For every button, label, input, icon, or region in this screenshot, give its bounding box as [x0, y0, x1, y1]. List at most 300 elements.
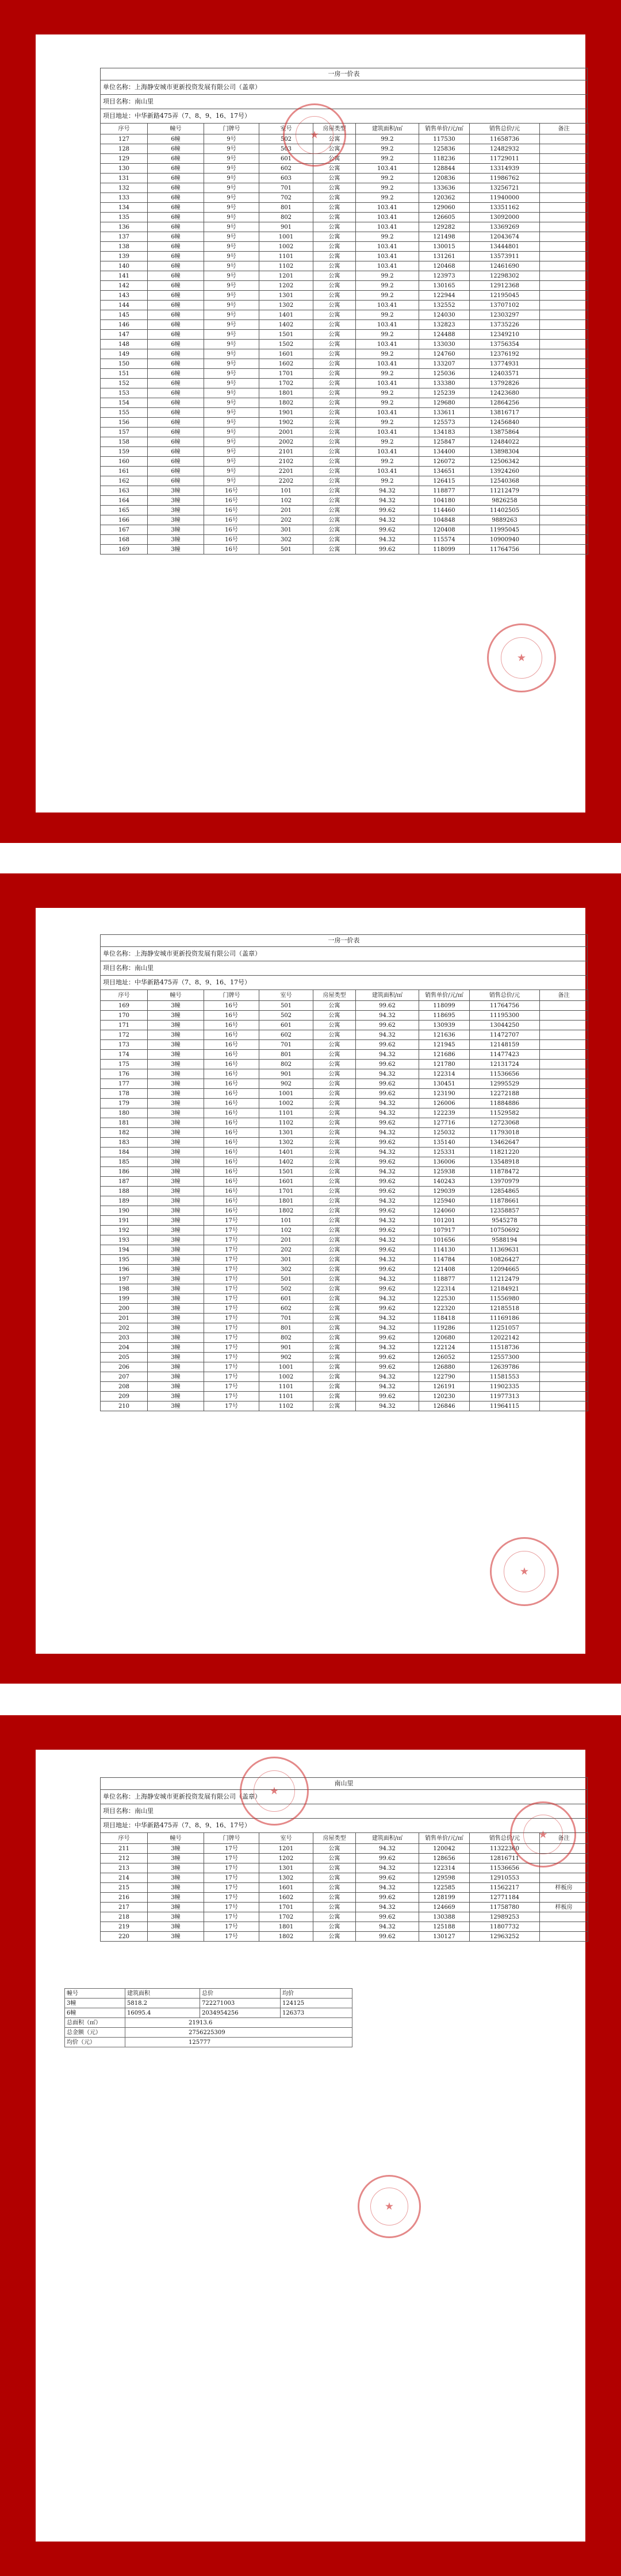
table-cell: 公寓: [313, 1343, 356, 1353]
table-cell: 公寓: [313, 271, 356, 281]
table-cell: 16号: [204, 1138, 259, 1148]
table-cell: 16号: [204, 1030, 259, 1040]
table-cell: 9号: [204, 261, 259, 271]
table-cell: 11402505: [470, 506, 540, 515]
address-line: 项目地址：中华新路475弄（7、8、9、16、17号）: [100, 109, 588, 123]
table-cell: 17号: [204, 1226, 259, 1235]
table-cell: 公寓: [313, 1922, 356, 1932]
table-cell: 17号: [204, 1323, 259, 1333]
table-cell: 1902: [259, 418, 313, 428]
table-cell: 99.2: [356, 291, 419, 301]
table-cell: 99.62: [356, 1932, 419, 1942]
table-cell: 公寓: [313, 1216, 356, 1226]
sheet-title: 一房一价表: [100, 68, 588, 80]
table-cell: 6幢: [148, 428, 204, 437]
summary-header-cell: 建筑面积: [125, 1989, 200, 1999]
table-row: [101, 1245, 588, 1255]
star-icon: ★: [516, 652, 527, 664]
table-cell: [540, 1382, 588, 1392]
table-cell: 公寓: [313, 349, 356, 359]
column-header: 门牌号: [204, 124, 259, 134]
table-cell: 121780: [419, 1060, 470, 1069]
column-header: 室号: [259, 1833, 313, 1844]
table-cell: 9号: [204, 281, 259, 291]
document-page-3: [36, 1750, 585, 2542]
table-cell: 120408: [419, 525, 470, 535]
table-cell: 12723068: [470, 1118, 540, 1128]
table-cell: 94.32: [356, 1216, 419, 1226]
table-row: [101, 232, 588, 242]
table-cell: 129060: [419, 203, 470, 213]
table-cell: 801: [259, 1323, 313, 1333]
company-seal-stamp: [487, 623, 556, 692]
column-header: 备注: [540, 1833, 588, 1844]
table-cell: 99.2: [356, 281, 419, 291]
table-row: [101, 1089, 588, 1099]
table-cell: 196: [101, 1265, 148, 1274]
table-row: [101, 1893, 588, 1903]
table-cell: 公寓: [313, 193, 356, 203]
table-cell: 94.32: [356, 1235, 419, 1245]
table-cell: 6幢: [148, 174, 204, 183]
table-cell: 94.32: [356, 1167, 419, 1177]
table-cell: 216: [101, 1893, 148, 1903]
table-cell: 公寓: [313, 340, 356, 349]
table-cell: [540, 1245, 588, 1255]
table-cell: [540, 418, 588, 428]
table-cell: 17号: [204, 1265, 259, 1274]
table-cell: 11977313: [470, 1392, 540, 1401]
table-cell: [540, 1226, 588, 1235]
table-cell: 13314939: [470, 164, 540, 174]
table-cell: 125940: [419, 1196, 470, 1206]
table-cell: 公寓: [313, 1333, 356, 1343]
summary-header-cell: 总价: [200, 1989, 281, 1999]
table-row: [101, 1265, 588, 1274]
table-row: [101, 1128, 588, 1138]
column-header: 门牌号: [204, 1833, 259, 1844]
table-cell: 16号: [204, 1021, 259, 1030]
table-row: [101, 1148, 588, 1157]
table-cell: 126052: [419, 1353, 470, 1362]
summary-total-label: 均价（元）: [65, 2038, 125, 2047]
table-cell: [540, 1372, 588, 1382]
table-cell: 204: [101, 1343, 148, 1353]
table-cell: 11536656: [470, 1069, 540, 1079]
summary-cell: 722271003: [200, 1999, 281, 2008]
table-cell: 12864256: [470, 398, 540, 408]
table-cell: 公寓: [313, 1148, 356, 1157]
table-cell: 12148159: [470, 1040, 540, 1050]
table-cell: 138: [101, 242, 148, 252]
column-header: 幢号: [148, 990, 204, 1001]
table-cell: 6幢: [148, 252, 204, 261]
table-cell: 132823: [419, 320, 470, 330]
table-cell: 3幢: [148, 515, 204, 525]
table-cell: [540, 193, 588, 203]
summary-total-label: 总面积（㎡）: [65, 2018, 125, 2028]
table-cell: 125239: [419, 388, 470, 398]
table-cell: 9826258: [470, 496, 540, 506]
table-row: [101, 1353, 588, 1362]
table-cell: 12484022: [470, 437, 540, 447]
table-cell: 13351162: [470, 203, 540, 213]
table-cell: 94.32: [356, 1196, 419, 1206]
table-cell: 3幢: [148, 1226, 204, 1235]
table-cell: 11758780: [470, 1903, 540, 1912]
table-row: [101, 1362, 588, 1372]
table-cell: 12995529: [470, 1079, 540, 1089]
table-cell: [540, 1021, 588, 1030]
table-cell: 公寓: [313, 496, 356, 506]
table-cell: 11986762: [470, 174, 540, 183]
table-cell: 99.2: [356, 174, 419, 183]
table-cell: 3幢: [148, 1196, 204, 1206]
table-cell: 176: [101, 1069, 148, 1079]
table-cell: 9号: [204, 398, 259, 408]
table-cell: 103.41: [356, 164, 419, 174]
table-cell: 147: [101, 330, 148, 340]
table-cell: [540, 1314, 588, 1323]
table-cell: 12303297: [470, 310, 540, 320]
table-cell: 209: [101, 1392, 148, 1401]
table-cell: 公寓: [313, 545, 356, 555]
table-cell: [540, 486, 588, 496]
table-cell: 12816711: [470, 1854, 540, 1863]
table-cell: 16号: [204, 1069, 259, 1079]
table-cell: 公寓: [313, 379, 356, 388]
table-cell: 6幢: [148, 134, 204, 144]
table-row: [101, 496, 588, 506]
table-cell: 1701: [259, 1903, 313, 1912]
table-cell: 102: [259, 1226, 313, 1235]
table-cell: [540, 1362, 588, 1372]
table-cell: 2102: [259, 457, 313, 467]
star-icon: ★: [538, 1828, 548, 1840]
table-cell: 公寓: [313, 1401, 356, 1411]
table-cell: 99.62: [356, 1177, 419, 1187]
table-cell: 129680: [419, 398, 470, 408]
table-row: [101, 261, 588, 271]
table-row: [101, 1206, 588, 1216]
table-cell: 103.41: [356, 252, 419, 261]
table-cell: 12195045: [470, 291, 540, 301]
table-cell: 99.62: [356, 1021, 419, 1030]
table-cell: 3幢: [148, 545, 204, 555]
table-cell: [540, 535, 588, 545]
table-cell: 1301: [259, 1863, 313, 1873]
table-cell: 218: [101, 1912, 148, 1922]
table-cell: 94.32: [356, 1382, 419, 1392]
table-cell: 17号: [204, 1362, 259, 1372]
table-row: [101, 1196, 588, 1206]
table-cell: 3幢: [148, 1372, 204, 1382]
table-cell: 9号: [204, 437, 259, 447]
table-cell: 133207: [419, 359, 470, 369]
table-cell: 120836: [419, 174, 470, 183]
table-cell: 公寓: [313, 359, 356, 369]
table-cell: 公寓: [313, 320, 356, 330]
table-cell: [540, 1196, 588, 1206]
table-cell: 101: [259, 1216, 313, 1226]
table-cell: 94.32: [356, 1099, 419, 1108]
table-cell: 103.41: [356, 203, 419, 213]
table-cell: 12272188: [470, 1089, 540, 1099]
table-cell: 155: [101, 408, 148, 418]
table-cell: 公寓: [313, 1314, 356, 1323]
table-cell: [540, 1177, 588, 1187]
table-cell: 135: [101, 213, 148, 222]
table-cell: 16号: [204, 1167, 259, 1177]
table-cell: 99.2: [356, 437, 419, 447]
table-cell: 16号: [204, 545, 259, 555]
table-cell: 99.62: [356, 1001, 419, 1011]
summary-total-row: [65, 2028, 352, 2038]
table-cell: 1601: [259, 1177, 313, 1187]
table-cell: 140: [101, 261, 148, 271]
table-cell: 公寓: [313, 154, 356, 164]
table-cell: 94.32: [356, 515, 419, 525]
table-cell: 9号: [204, 369, 259, 379]
table-cell: 公寓: [313, 428, 356, 437]
table-cell: 202: [259, 515, 313, 525]
table-cell: 94.32: [356, 1903, 419, 1912]
summary-header-cell: 幢号: [65, 1989, 125, 1999]
table-cell: 12557300: [470, 1353, 540, 1362]
table-cell: 126880: [419, 1362, 470, 1372]
table-cell: 212: [101, 1854, 148, 1863]
table-cell: 160: [101, 457, 148, 467]
column-header: 销售总价/元: [470, 990, 540, 1001]
table-cell: [540, 320, 588, 330]
table-cell: 11821220: [470, 1148, 540, 1157]
table-cell: 125036: [419, 369, 470, 379]
table-cell: 129039: [419, 1187, 470, 1196]
table-cell: 公寓: [313, 281, 356, 291]
table-cell: 94.32: [356, 1372, 419, 1382]
table-cell: 12910553: [470, 1873, 540, 1883]
table-cell: 公寓: [313, 1196, 356, 1206]
table-row: [101, 1323, 588, 1333]
table-cell: 128199: [419, 1893, 470, 1903]
table-cell: 9号: [204, 301, 259, 310]
table-cell: 127716: [419, 1118, 470, 1128]
table-cell: 1302: [259, 1873, 313, 1883]
table-cell: 公寓: [313, 1177, 356, 1187]
table-cell: 公寓: [313, 1304, 356, 1314]
table-cell: [540, 388, 588, 398]
table-cell: 9号: [204, 144, 259, 154]
table-cell: 9号: [204, 388, 259, 398]
table-cell: 114784: [419, 1255, 470, 1265]
table-cell: 502: [259, 1011, 313, 1021]
table-cell: 99.62: [356, 1854, 419, 1863]
table-cell: 11251057: [470, 1323, 540, 1333]
table-cell: [540, 1128, 588, 1138]
table-cell: 99.62: [356, 1265, 419, 1274]
table-row: [101, 310, 588, 320]
table-cell: 802: [259, 1060, 313, 1069]
table-cell: 13369269: [470, 222, 540, 232]
table-cell: 公寓: [313, 1362, 356, 1372]
table-cell: 1701: [259, 369, 313, 379]
table-cell: 198: [101, 1284, 148, 1294]
table-cell: [540, 379, 588, 388]
table-cell: 6幢: [148, 203, 204, 213]
table-cell: 132: [101, 183, 148, 193]
star-icon: ★: [269, 1785, 279, 1797]
table-cell: 159: [101, 447, 148, 457]
table-cell: [540, 1284, 588, 1294]
table-cell: 202: [259, 1245, 313, 1255]
column-header: 建筑面积/㎡: [356, 124, 419, 134]
table-cell: 13924260: [470, 467, 540, 476]
table-cell: 120680: [419, 1333, 470, 1343]
table-row: [101, 349, 588, 359]
table-cell: 3幢: [148, 1854, 204, 1863]
table-cell: 1901: [259, 408, 313, 418]
table-cell: [540, 1089, 588, 1099]
table-cell: 115574: [419, 535, 470, 545]
table-cell: 公寓: [313, 1001, 356, 1011]
table-cell: [540, 1353, 588, 1362]
table-cell: 12540368: [470, 476, 540, 486]
table-cell: 193: [101, 1235, 148, 1245]
table-cell: 137: [101, 232, 148, 242]
table-cell: 3幢: [148, 1216, 204, 1226]
address-line: 项目地址：中华新路475弄（7、8、9、16、17号）: [100, 975, 588, 989]
table-row: [101, 1372, 588, 1382]
table-cell: 17号: [204, 1314, 259, 1323]
table-cell: 99.2: [356, 271, 419, 281]
table-cell: 103.41: [356, 428, 419, 437]
table-cell: 16号: [204, 1011, 259, 1021]
table-cell: 3幢: [148, 1903, 204, 1912]
table-cell: 120042: [419, 1844, 470, 1854]
table-cell: 17号: [204, 1401, 259, 1411]
table-cell: 103.41: [356, 340, 419, 349]
table-cell: 122944: [419, 291, 470, 301]
table-cell: 公寓: [313, 467, 356, 476]
table-cell: 3幢: [148, 1343, 204, 1353]
table-cell: 94.32: [356, 1069, 419, 1079]
table-cell: 13548918: [470, 1157, 540, 1167]
table-cell: 6幢: [148, 457, 204, 467]
table-cell: 公寓: [313, 1863, 356, 1873]
company-seal-stamp: [283, 103, 346, 167]
table-cell: 2202: [259, 476, 313, 486]
table-row: [101, 1333, 588, 1343]
table-row: [101, 1863, 588, 1873]
table-cell: 130939: [419, 1021, 470, 1030]
table-cell: [540, 1294, 588, 1304]
table-cell: 6幢: [148, 398, 204, 408]
table-cell: 6幢: [148, 242, 204, 252]
table-cell: 99.62: [356, 1089, 419, 1099]
table-cell: 170: [101, 1011, 148, 1021]
table-cell: [540, 154, 588, 164]
company-seal-stamp: [358, 2175, 421, 2238]
table-cell: 公寓: [313, 1392, 356, 1401]
table-cell: 153: [101, 388, 148, 398]
table-cell: 1501: [259, 1167, 313, 1177]
table-cell: 16号: [204, 1079, 259, 1089]
table-cell: 125032: [419, 1128, 470, 1138]
table-cell: 124488: [419, 330, 470, 340]
table-cell: 201: [101, 1314, 148, 1323]
table-cell: 3幢: [148, 1079, 204, 1089]
table-cell: 17号: [204, 1294, 259, 1304]
table-row: [101, 222, 588, 232]
table-cell: [540, 467, 588, 476]
table-row: [101, 457, 588, 467]
table-cell: 901: [259, 1343, 313, 1353]
table-cell: 99.62: [356, 1118, 419, 1128]
table-cell: 3幢: [148, 1030, 204, 1040]
table-cell: 9号: [204, 310, 259, 320]
table-cell: 94.32: [356, 1844, 419, 1854]
table-cell: 1402: [259, 1157, 313, 1167]
table-cell: 99.62: [356, 1362, 419, 1372]
table-row: [101, 301, 588, 310]
table-cell: 94.32: [356, 1863, 419, 1873]
table-cell: 9号: [204, 291, 259, 301]
table-row: [101, 1099, 588, 1108]
column-header: 序号: [101, 990, 148, 1001]
table-cell: 126072: [419, 457, 470, 467]
table-cell: 1202: [259, 281, 313, 291]
table-cell: 101: [259, 486, 313, 496]
summary-total-value: 2756225309: [125, 2028, 352, 2038]
table-cell: 149: [101, 349, 148, 359]
table-cell: [540, 1893, 588, 1903]
table-cell: 16号: [204, 486, 259, 496]
table-cell: 168: [101, 535, 148, 545]
table-cell: 公寓: [313, 242, 356, 252]
table-cell: 102: [259, 496, 313, 506]
table-cell: 503: [259, 144, 313, 154]
table-row: [101, 330, 588, 340]
table-cell: 公寓: [313, 1353, 356, 1362]
table-cell: 9号: [204, 252, 259, 261]
table-cell: 11529582: [470, 1108, 540, 1118]
table-cell: 162: [101, 476, 148, 486]
table-cell: 166: [101, 515, 148, 525]
table-cell: 181: [101, 1118, 148, 1128]
table-cell: 公寓: [313, 1323, 356, 1333]
table-cell: 126415: [419, 476, 470, 486]
table-cell: 6幢: [148, 447, 204, 457]
column-header: 房屋类型: [313, 124, 356, 134]
table-cell: 6幢: [148, 281, 204, 291]
table-cell: 187: [101, 1177, 148, 1187]
table-cell: 1502: [259, 340, 313, 349]
table-cell: 99.62: [356, 1284, 419, 1294]
table-row: [101, 1873, 588, 1883]
table-cell: 122314: [419, 1069, 470, 1079]
table-cell: 6幢: [148, 340, 204, 349]
table-cell: 9号: [204, 428, 259, 437]
table-cell: 602: [259, 1030, 313, 1040]
table-cell: 17号: [204, 1863, 259, 1873]
table-cell: 99.62: [356, 1893, 419, 1903]
table-cell: 3幢: [148, 1922, 204, 1932]
table-cell: 131261: [419, 252, 470, 261]
table-cell: 130015: [419, 242, 470, 252]
table-cell: 9号: [204, 408, 259, 418]
table-cell: 11764756: [470, 1001, 540, 1011]
table-cell: 13735226: [470, 320, 540, 330]
